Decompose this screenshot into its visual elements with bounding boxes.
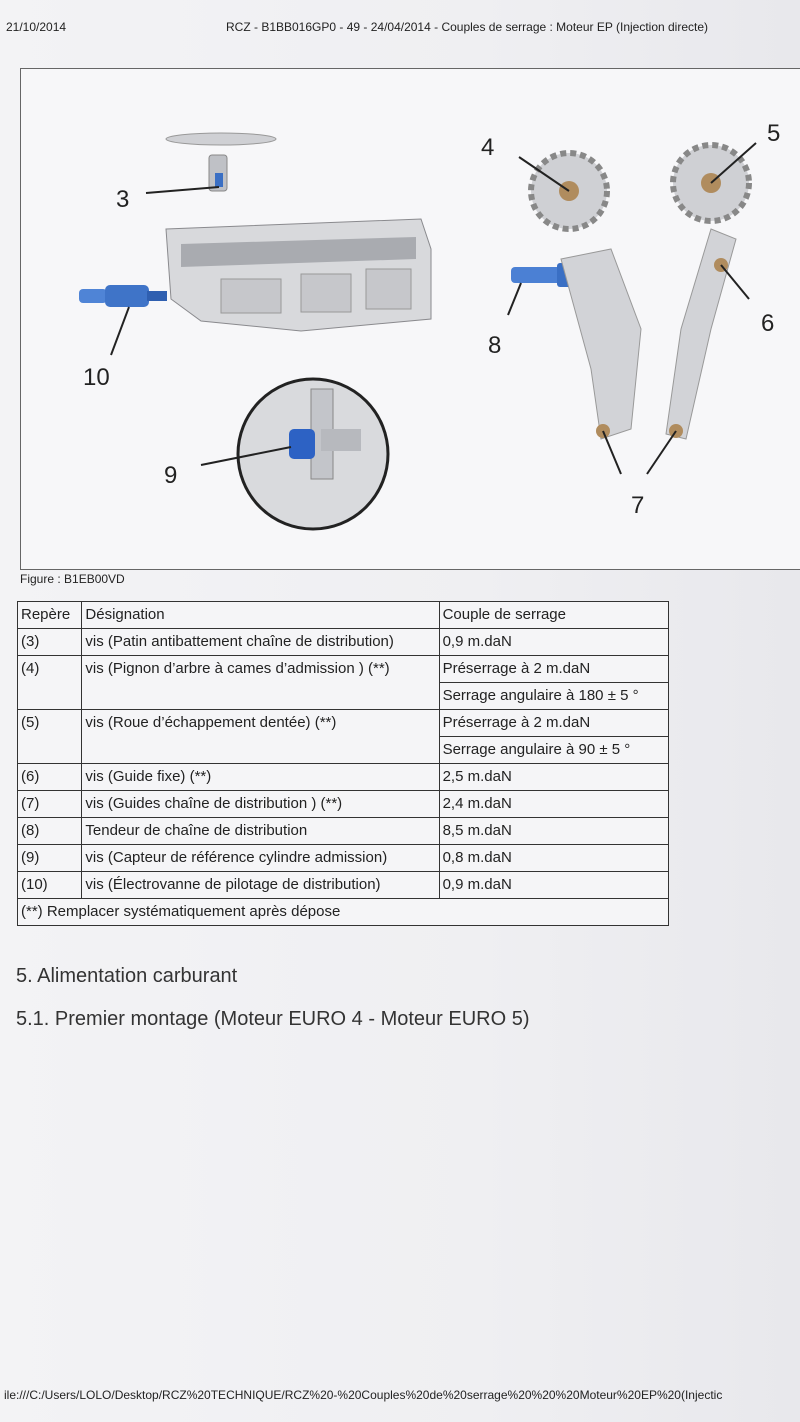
cell-ref: (3) xyxy=(18,629,82,656)
table-header-row xyxy=(18,602,669,629)
header-cell-torque: Couple de serrage xyxy=(439,602,668,629)
cell-torque: Serrage angulaire à 180 ± 5 ° xyxy=(439,683,668,710)
cell-ref: (8) xyxy=(18,818,82,845)
cell-torque: Préserrage à 2 m.daN xyxy=(439,656,668,683)
table-row xyxy=(18,656,669,683)
table-row xyxy=(18,764,669,791)
cell-torque: 2,4 m.daN xyxy=(439,791,668,818)
figure-frame xyxy=(20,68,800,570)
header-cell-designation: Désignation xyxy=(82,602,439,629)
cell-ref: (10) xyxy=(18,872,82,899)
damper-pad-part xyxy=(166,133,276,191)
figure-caption: Figure : B1EB00VD xyxy=(20,572,125,586)
cell-designation: vis (Électrovanne de pilotage de distribution) xyxy=(82,872,439,899)
cell-ref: (5) xyxy=(18,710,82,737)
table-row xyxy=(18,845,669,872)
cell-torque: 0,9 m.daN xyxy=(439,872,668,899)
cell-ref: (6) xyxy=(18,764,82,791)
cell-torque: Serrage angulaire à 90 ± 5 ° xyxy=(439,737,668,764)
cell-torque: 0,9 m.daN xyxy=(439,629,668,656)
table-row xyxy=(18,818,669,845)
callout-3: 3 xyxy=(116,186,130,213)
cell-designation: vis (Patin antibattement chaîne de distribution) xyxy=(82,629,439,656)
cell-designation: vis (Guides chaîne de distribution ) (**) xyxy=(82,791,439,818)
callout-10: 10 xyxy=(83,364,110,391)
cell-designation: vis (Capteur de référence cylindre admission) xyxy=(82,845,439,872)
header-date: 21/10/2014 xyxy=(6,20,67,34)
table-row xyxy=(18,710,669,737)
callout-7: 7 xyxy=(631,492,645,519)
chain-guides-part xyxy=(561,229,736,439)
section-heading-5-1: 5.1. Premier montage (Moteur EURO 4 - Moteur EURO 5) xyxy=(16,1008,530,1030)
callout-4: 4 xyxy=(481,134,495,161)
callout-9: 9 xyxy=(164,462,178,489)
cell-designation: vis (Roue d’échappement dentée) (**) xyxy=(82,710,439,737)
table-row xyxy=(18,872,669,899)
cell-ref: (4) xyxy=(18,656,82,683)
callout-8: 8 xyxy=(488,332,502,359)
table-row xyxy=(18,791,669,818)
table-note-row xyxy=(18,899,669,926)
cell-torque: 0,8 m.daN xyxy=(439,845,668,872)
cell-ref: (9) xyxy=(18,845,82,872)
cell-designation: vis (Guide fixe) (**) xyxy=(82,764,439,791)
cell-torque: 8,5 m.daN xyxy=(439,818,668,845)
cylinder-head-part xyxy=(166,219,431,331)
solenoid-valve-part xyxy=(79,285,167,307)
table-row xyxy=(18,683,669,710)
cell-torque: 2,5 m.daN xyxy=(439,764,668,791)
cell-torque: Préserrage à 2 m.daN xyxy=(439,710,668,737)
footer-file-path: ile:///C:/Users/LOLO/Desktop/RCZ%20TECHNIQUE/RCZ%20-%20Couples%20de%20serrage%20%20%20Moteur%20EP%20(Injectic xyxy=(4,1388,723,1402)
cell-designation: Tendeur de chaîne de distribution xyxy=(82,818,439,845)
table-note: (**) Remplacer systématiquement après dépose xyxy=(18,899,669,926)
callout-6: 6 xyxy=(761,310,775,337)
section-heading-5: 5. Alimentation carburant xyxy=(16,965,238,987)
torque-table xyxy=(17,601,669,926)
cell-ref: (7) xyxy=(18,791,82,818)
table-row xyxy=(18,737,669,764)
table-row xyxy=(18,629,669,656)
header-cell-ref: Repère xyxy=(18,602,82,629)
callout-5: 5 xyxy=(767,120,781,147)
engine-diagram xyxy=(21,69,800,569)
header-title: RCZ - B1BB016GP0 - 49 - 24/04/2014 - Couples de serrage : Moteur EP (Injection directe) xyxy=(226,20,709,34)
cell-designation: vis (Pignon d’arbre à cames d’admission ) (**) xyxy=(82,656,439,683)
